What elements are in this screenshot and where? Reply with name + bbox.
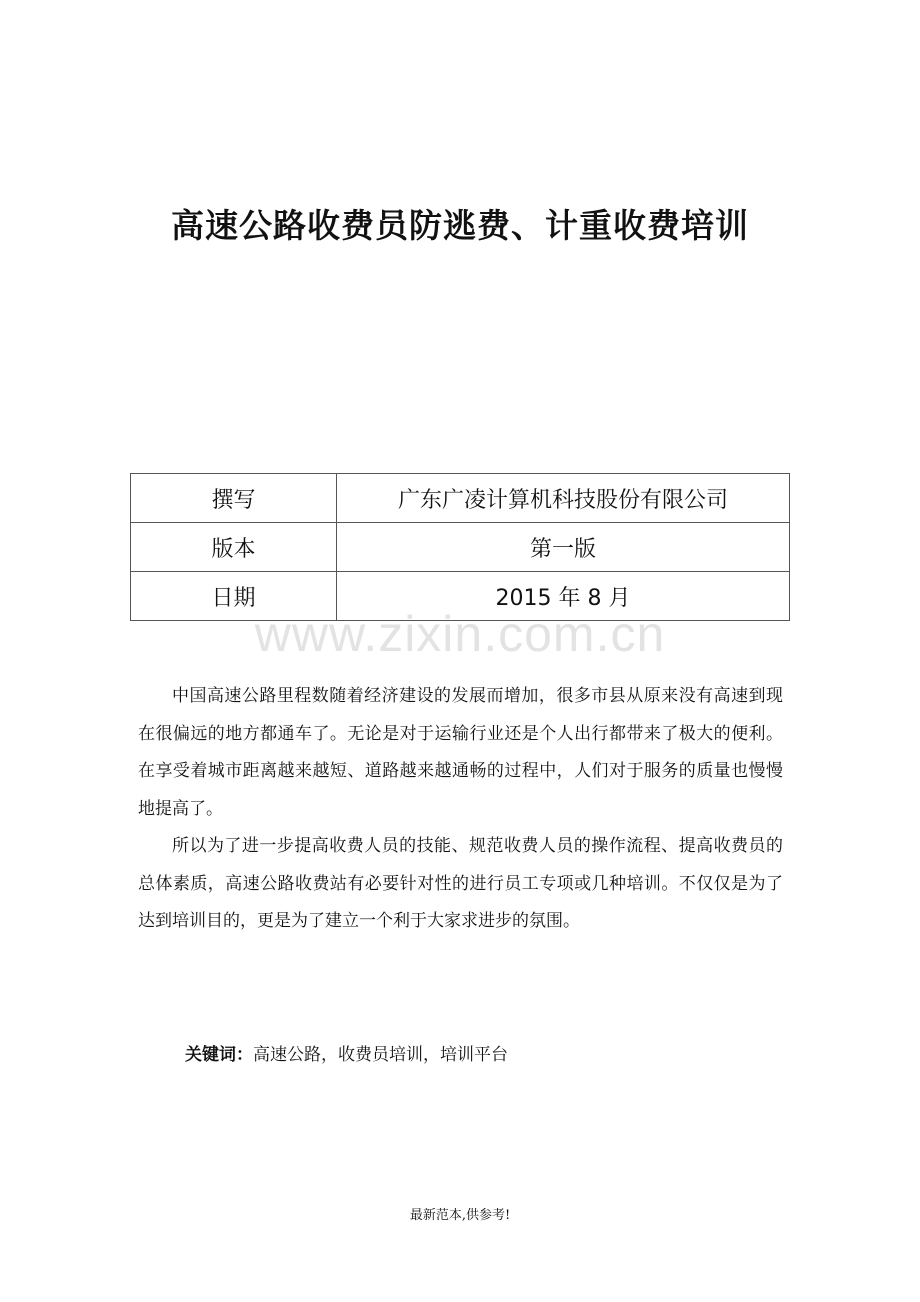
date-value: 2015 年 8 月 <box>337 572 790 621</box>
author-label: 撰写 <box>131 474 337 523</box>
body-text <box>138 678 783 941</box>
info-table <box>130 473 790 621</box>
body-paragraph: 中国高速公路里程数随着经济建设的发展而增加，很多市县从原来没有高速到现在很偏远的地方都通车了。无论是对于运输行业还是个人出行都带来了极大的便利。在享受着城市距离越来越短、道路越来越通畅的过程中，人们对于服务的质量也慢慢地提高了。 <box>138 686 783 819</box>
date-label: 日期 <box>131 572 337 621</box>
table-row <box>131 523 790 572</box>
page-footer: 最新范本,供参考! <box>409 1208 511 1223</box>
author-value: 广东广凌计算机科技股份有限公司 <box>337 474 790 523</box>
version-value: 第一版 <box>337 523 790 572</box>
version-label: 版本 <box>131 523 337 572</box>
keywords-value: 高速公路，收费员培训，培训平台 <box>253 1045 508 1065</box>
keywords-label: 关键词： <box>185 1045 253 1065</box>
watermark: www.zixin.com.cn <box>254 606 666 662</box>
table-row <box>131 474 790 523</box>
keywords <box>185 1040 508 1065</box>
document-title: 高速公路收费员防逃费、计重收费培训 <box>171 206 749 245</box>
body-paragraph: 所以为了进一步提高收费人员的技能、规范收费人员的操作流程、提高收费员的总体素质，高速公路收费站有必要针对性的进行员工专项或几种培训。不仅仅是为了达到培训目的，更是为了建立一个利于大家求进步的氛围。 <box>138 836 783 931</box>
